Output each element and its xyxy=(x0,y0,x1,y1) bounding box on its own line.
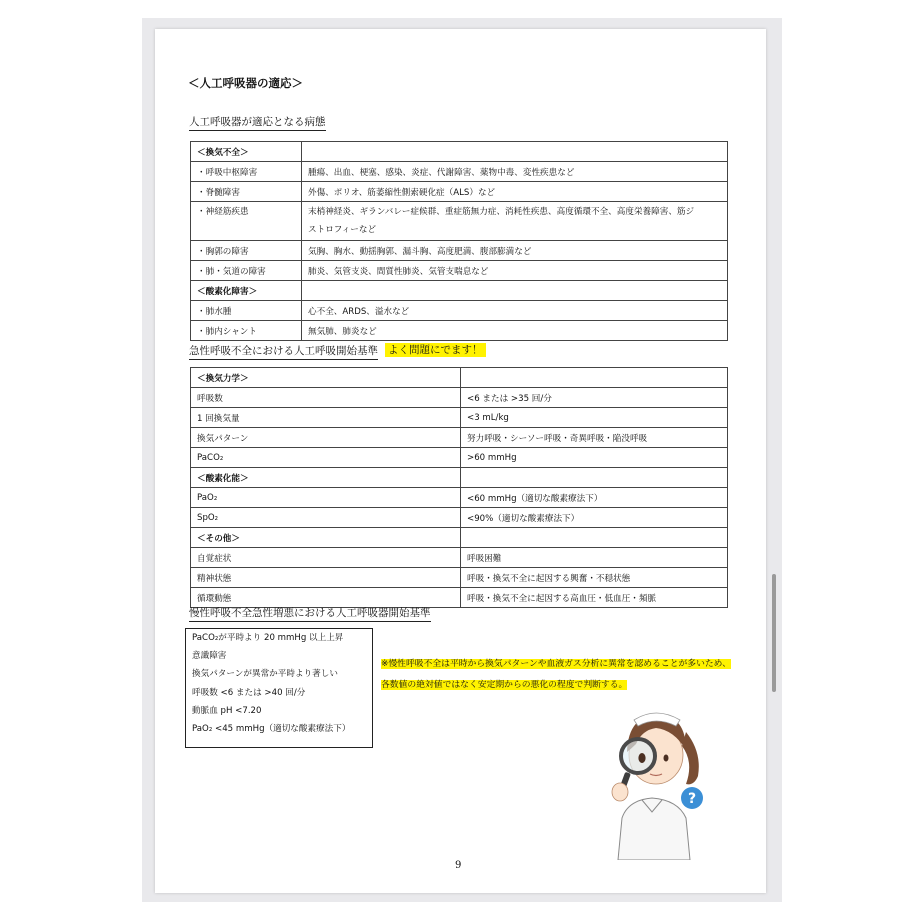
section-label: ＜酸素化障害＞ xyxy=(191,281,302,301)
exam-badge xyxy=(385,342,486,357)
row-value: <60 mmHg（適切な酸素療法下） xyxy=(461,488,728,508)
row-value: 腫瘍、出血、梗塞、感染、炎症、代謝障害、薬物中毒、変性疾患など xyxy=(302,162,728,182)
chronic-criteria-box xyxy=(185,628,373,748)
row-value: 外傷、ポリオ、筋萎縮性側索硬化症（ALS）など xyxy=(302,182,728,202)
table-row xyxy=(191,202,728,241)
row-value-line: 末梢神経炎、ギランバレー症候群、重症筋無力症、消耗性疾患、高度循環不全、高度栄養障害、筋ジ xyxy=(308,207,695,217)
criteria-item: PaO₂ <45 mmHg（適切な酸素療法下） xyxy=(192,723,351,734)
row-value: 気胸、胸水、動揺胸郭、漏斗胸、高度肥満、腹部膨満など xyxy=(302,241,728,261)
row-label: 換気パターン xyxy=(191,428,461,448)
row-value: <90%（適切な酸素療法下） xyxy=(461,508,728,528)
table-row xyxy=(191,548,728,568)
criteria-item: 意識障害 xyxy=(192,651,227,662)
section-label: ＜酸素化能＞ xyxy=(191,468,461,488)
section3-heading: 慢性呼吸不全急性増悪における人工呼吸器開始基準 xyxy=(189,605,431,622)
criteria-item: 換気パターンが異常か平時より著しい xyxy=(192,669,338,680)
row-label: ・呼吸中枢障害 xyxy=(191,162,302,182)
section2-heading: 急性呼吸不全における人工呼吸開始基準 xyxy=(189,343,378,360)
section-label: ＜その他＞ xyxy=(191,528,461,548)
table-row xyxy=(191,568,728,588)
table-section-row xyxy=(191,142,728,162)
row-value: 心不全、ARDS、溢水など xyxy=(302,301,728,321)
row-value xyxy=(461,528,728,548)
nurse-magnifier-icon xyxy=(590,700,720,860)
row-value: 呼吸・換気不全に起因する高血圧・低血圧・頻脈 xyxy=(461,588,728,608)
row-label: SpO₂ xyxy=(191,508,461,528)
table-section-row xyxy=(191,528,728,548)
table-row xyxy=(191,321,728,341)
viewer-frame-left xyxy=(0,0,142,920)
row-label: 循環動態 xyxy=(191,588,461,608)
criteria-item: PaCO₂が平時より 20 mmHg 以上上昇 xyxy=(192,633,344,643)
exam-badge-text: よく問題にでます！ xyxy=(385,343,486,357)
table-row xyxy=(191,241,728,261)
section-label: ＜換気不全＞ xyxy=(191,142,302,162)
table-row xyxy=(191,261,728,281)
table-row xyxy=(191,408,728,428)
row-label: ・神経筋疾患 xyxy=(191,202,302,241)
criteria-item: 動脈血 pH <7.20 xyxy=(192,705,262,716)
row-label: 1 回換気量 xyxy=(191,408,461,428)
page-number: 9 xyxy=(455,860,462,871)
row-value: 無気肺、肺炎など xyxy=(302,321,728,341)
row-label: PaO₂ xyxy=(191,488,461,508)
row-label: 呼吸数 xyxy=(191,388,461,408)
row-value: 呼吸・換気不全に起因する興奮・不穏状態 xyxy=(461,568,728,588)
row-value: 肺炎、気管支炎、間質性肺炎、気管支喘息など xyxy=(302,261,728,281)
table-row xyxy=(191,388,728,408)
indications-table xyxy=(190,141,728,341)
row-value xyxy=(302,142,728,162)
row-value-line: ストロフィーなど xyxy=(308,225,377,235)
row-value: <3 mL/kg xyxy=(461,408,728,428)
row-label: PaCO₂ xyxy=(191,448,461,468)
row-label: 精神状態 xyxy=(191,568,461,588)
table-section-row xyxy=(191,368,728,388)
table-row xyxy=(191,162,728,182)
page-title: ＜人工呼吸器の適応＞ xyxy=(188,76,303,90)
row-value xyxy=(302,202,728,241)
section1-heading: 人工呼吸器が適応となる病態 xyxy=(189,114,326,131)
section-label: ＜換気力学＞ xyxy=(191,368,461,388)
row-value: 努力呼吸・シーソー呼吸・奇異呼吸・陥没呼吸 xyxy=(461,428,728,448)
row-label: ・肺水腫 xyxy=(191,301,302,321)
table-row xyxy=(191,448,728,468)
criteria-item: 呼吸数 <6 または >40 回/分 xyxy=(192,687,306,698)
scrollbar-thumb[interactable] xyxy=(772,574,776,692)
row-label: ・肺内シャント xyxy=(191,321,302,341)
viewer-frame-right xyxy=(782,0,920,920)
table-row xyxy=(191,488,728,508)
table-row xyxy=(191,428,728,448)
acute-criteria-table xyxy=(190,367,728,608)
note-line: 各数値の絶対値ではなく安定期からの悪化の程度で判断する。 xyxy=(381,680,628,690)
row-label: ・胸郭の障害 xyxy=(191,241,302,261)
note-line: ※慢性呼吸不全は平時から換気パターンや血液ガス分析に異常を認めることが多いため、 xyxy=(381,659,731,669)
table-section-row xyxy=(191,281,728,301)
question-mark-text: ? xyxy=(687,791,697,807)
table-row xyxy=(191,508,728,528)
note-text xyxy=(381,654,731,696)
row-value: >60 mmHg xyxy=(461,448,728,468)
table-row xyxy=(191,182,728,202)
row-label: 自覚症状 xyxy=(191,548,461,568)
table-row xyxy=(191,301,728,321)
row-value xyxy=(461,468,728,488)
row-label: ・脊髄障害 xyxy=(191,182,302,202)
row-value xyxy=(302,281,728,301)
table-section-row xyxy=(191,468,728,488)
row-value xyxy=(461,368,728,388)
row-label: ・肺・気道の障害 xyxy=(191,261,302,281)
row-value: 呼吸困難 xyxy=(461,548,728,568)
row-value: <6 または >35 回/分 xyxy=(461,388,728,408)
